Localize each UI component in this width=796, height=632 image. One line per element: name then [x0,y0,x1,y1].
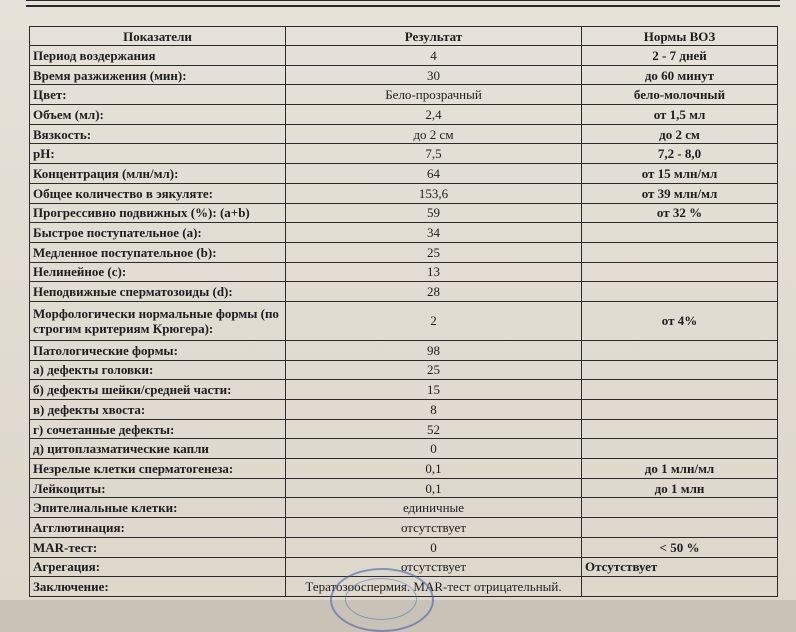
row-label: Неподвижные сперматозоиды (d): [30,282,286,302]
row-norm [582,577,778,597]
row-label: Незрелые клетки сперматогенеза: [30,459,286,479]
row-result: 98 [286,340,582,360]
row-label: Морфологически нормальные формы (по строгим критериям Крюгера): [30,301,286,340]
row-label: г) сочетанные дефекты: [30,419,286,439]
table-row [30,46,778,66]
row-norm: до 2 см [582,124,778,144]
row-result: 25 [286,360,582,380]
table-row [30,282,778,302]
row-result: 0 [286,439,582,459]
row-label: Нелинейное (c): [30,262,286,282]
header-result: Результат [286,27,582,46]
row-label: Агрегация: [30,557,286,577]
row-norm: до 1 млн [582,478,778,498]
table-row [30,105,778,125]
table-row [30,203,778,223]
row-result: 28 [286,282,582,302]
row-label: Прогрессивно подвижных (%): (a+b) [30,203,286,223]
row-norm: от 32 % [582,203,778,223]
row-result: 0 [286,537,582,557]
header-indicators: Показатели [30,27,286,46]
table-row [30,65,778,85]
table-row [30,183,778,203]
row-result: 30 [286,65,582,85]
table-row [30,380,778,400]
row-label: Концентрация (млн/мл): [30,164,286,184]
row-label: Быстрое поступательное (a): [30,223,286,243]
row-label: Медленное поступательное (b): [30,242,286,262]
row-result: 52 [286,419,582,439]
table-row [30,223,778,243]
table-row [30,360,778,380]
row-label: MAR-тест: [30,537,286,557]
row-result: 0,1 [286,459,582,479]
row-result: 0,1 [286,478,582,498]
row-norm: Отсутствует [582,557,778,577]
table-header-row [30,27,778,46]
row-label: б) дефекты шейки/средней части: [30,380,286,400]
row-label: Объем (мл): [30,105,286,125]
row-result: отсутствует [286,518,582,538]
table-row [30,419,778,439]
row-result: 4 [286,46,582,66]
row-label: Период воздержания [30,46,286,66]
table-row [30,498,778,518]
row-norm: 7,2 - 8,0 [582,144,778,164]
row-result: 34 [286,223,582,243]
table-row [30,537,778,557]
row-result: до 2 см [286,124,582,144]
table-row [30,242,778,262]
row-result: 59 [286,203,582,223]
row-label: Эпителиальные клетки: [30,498,286,518]
row-label: Общее количество в эякуляте: [30,183,286,203]
row-norm [582,340,778,360]
row-result: 15 [286,380,582,400]
row-norm [582,223,778,243]
row-label: Время разжижения (мин): [30,65,286,85]
row-norm: от 15 млн/мл [582,164,778,184]
table-row [30,400,778,420]
row-result: 2 [286,301,582,340]
header-who-norms: Нормы ВОЗ [582,27,778,46]
row-result: Тератозооспермия. MAR-тест отрицательный. [286,577,582,597]
table-row [30,518,778,538]
row-label: Вязкость: [30,124,286,144]
row-norm: до 60 минут [582,65,778,85]
row-label: в) дефекты хвоста: [30,400,286,420]
row-norm: от 39 млн/мл [582,183,778,203]
row-norm [582,380,778,400]
row-norm [582,360,778,380]
row-label: Лейкоциты: [30,478,286,498]
row-norm: бело-молочный [582,85,778,105]
table-row [30,124,778,144]
row-result: 25 [286,242,582,262]
semen-analysis-table [29,26,778,597]
row-result: единичные [286,498,582,518]
row-norm [582,242,778,262]
row-label: Цвет: [30,85,286,105]
row-result: 7,5 [286,144,582,164]
row-norm [582,282,778,302]
row-norm [582,400,778,420]
row-label: Агглютинация: [30,518,286,538]
table-row [30,262,778,282]
row-label: Заключение: [30,577,286,597]
row-result: 8 [286,400,582,420]
row-result: 64 [286,164,582,184]
row-norm: до 1 млн/мл [582,459,778,479]
row-norm [582,419,778,439]
row-result: 153,6 [286,183,582,203]
row-norm: 2 - 7 дней [582,46,778,66]
row-label: Патологические формы: [30,340,286,360]
row-result: Бело-прозрачный [286,85,582,105]
table-row [30,340,778,360]
row-norm [582,439,778,459]
row-label: а) дефекты головки: [30,360,286,380]
row-norm [582,498,778,518]
table-row [30,164,778,184]
row-label: д) цитоплазматические капли [30,439,286,459]
table-row [30,577,778,597]
row-norm [582,518,778,538]
row-norm: < 50 % [582,537,778,557]
row-result: 13 [286,262,582,282]
row-result: отсутствует [286,557,582,577]
table-row [30,301,778,340]
table-row [30,85,778,105]
row-result: 2,4 [286,105,582,125]
row-label: pH: [30,144,286,164]
row-norm [582,262,778,282]
row-norm: от 4% [582,301,778,340]
table-row [30,439,778,459]
top-border-line [26,0,780,7]
table-row [30,459,778,479]
table-row [30,478,778,498]
table-row [30,144,778,164]
table-row [30,557,778,577]
row-norm: от 1,5 мл [582,105,778,125]
